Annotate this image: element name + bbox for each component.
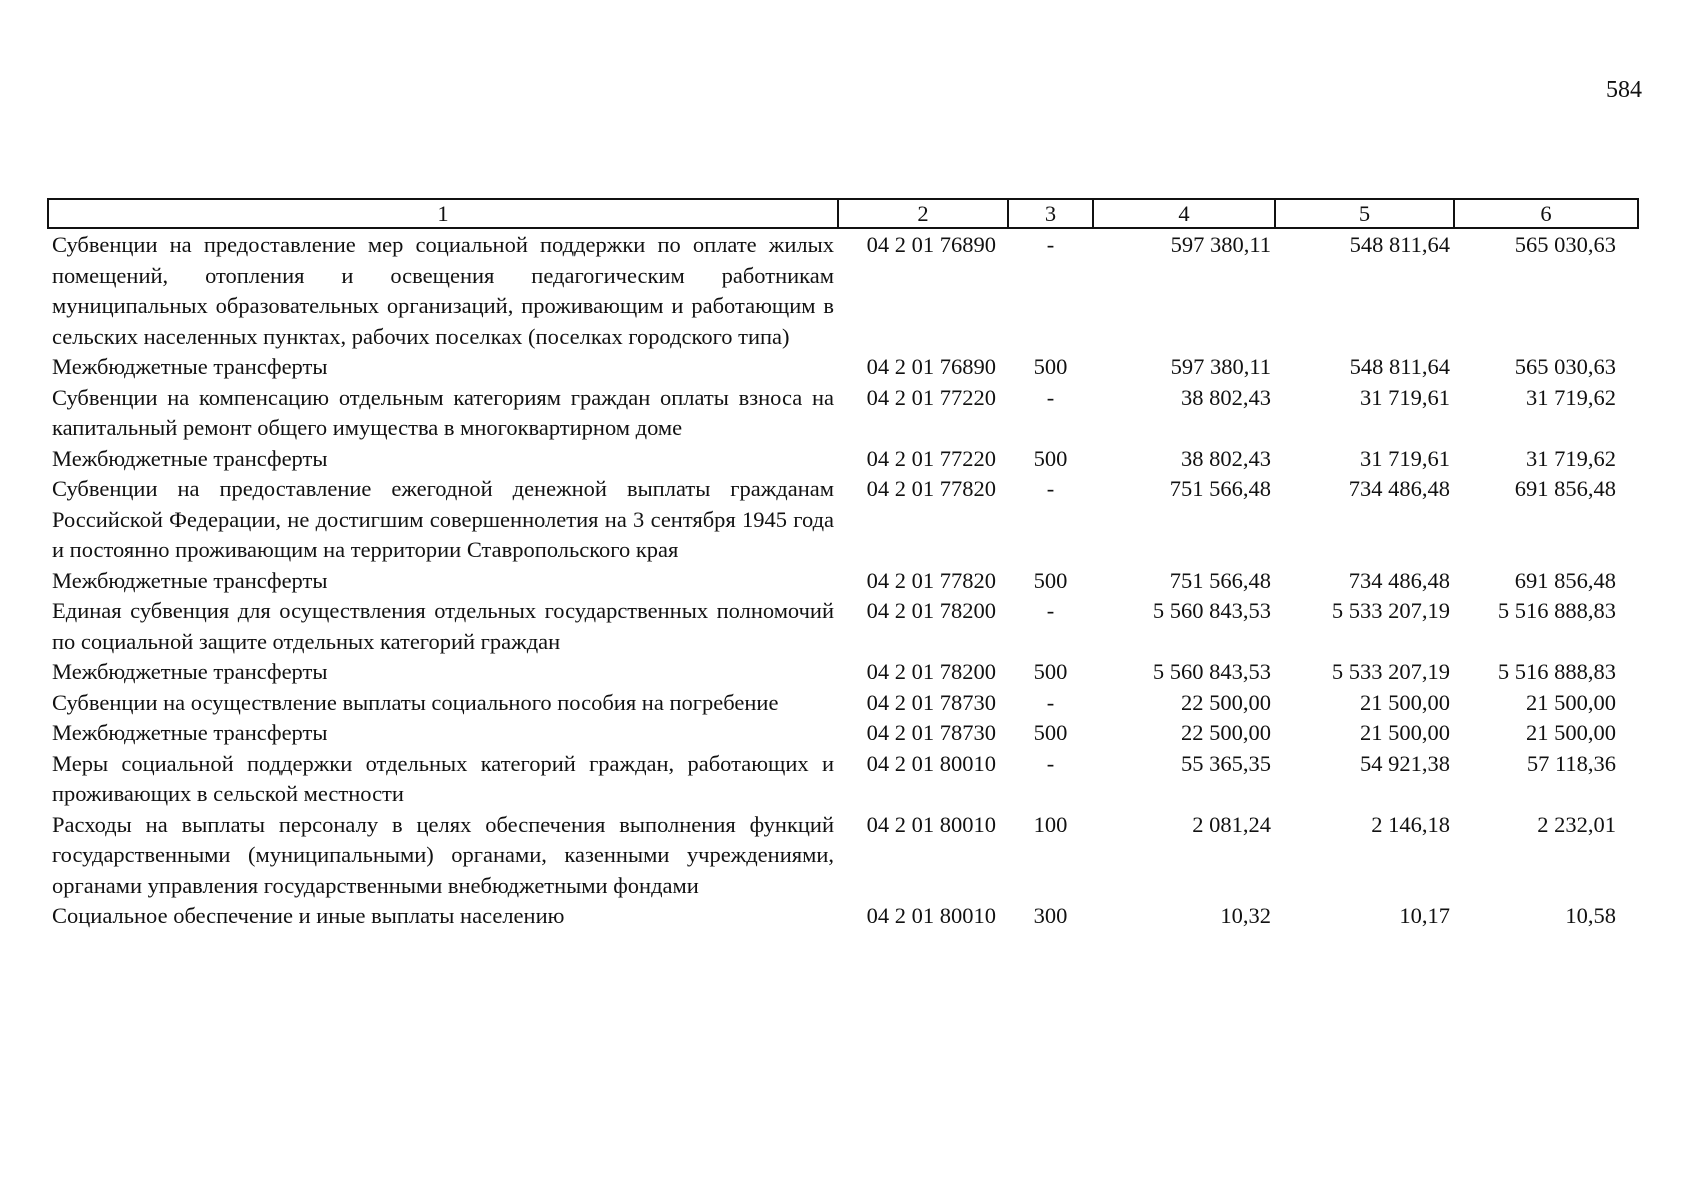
- row-value-6: 21 500,00: [1526, 689, 1616, 715]
- row-value-5: 31 719,61: [1360, 445, 1450, 471]
- row-name: Субвенции на осуществление выплаты социального пособия на погребение: [52, 689, 779, 715]
- row-code: 04 2 01 77220: [866, 384, 996, 410]
- table-row: [48, 228, 1638, 352]
- row-value-5: 31 719,61: [1360, 384, 1450, 410]
- table-row: [48, 688, 1638, 719]
- header-row: [48, 199, 1638, 228]
- row-code: 04 2 01 78730: [866, 689, 996, 715]
- row-type: -: [1046, 750, 1055, 776]
- row-value-5: 54 921,38: [1360, 750, 1450, 776]
- table-body: [48, 228, 1638, 932]
- header-col-5: 5: [1275, 199, 1454, 228]
- page-number: 584: [1606, 77, 1642, 103]
- row-type: -: [1046, 232, 1055, 257]
- row-value-6: 691 856,48: [1514, 476, 1616, 501]
- row-type: -: [1046, 598, 1055, 623]
- row-value-6: 2 232,01: [1537, 811, 1616, 837]
- row-value-5: 5 533 207,19: [1331, 659, 1450, 684]
- row-value-4: 5 560 843,53: [1152, 598, 1271, 623]
- row-value-4: 10,32: [1220, 903, 1271, 928]
- row-code: 04 2 01 78730: [866, 720, 996, 745]
- row-type: 500: [1033, 720, 1068, 745]
- table-row: [48, 718, 1638, 749]
- row-value-6: 31 719,62: [1526, 445, 1616, 471]
- row-type: 100: [1033, 811, 1068, 837]
- row-value-5: 5 533 207,19: [1331, 598, 1450, 623]
- table-row: [48, 657, 1638, 688]
- table-row: [48, 749, 1638, 810]
- row-name: Расходы на выплаты персоналу в целях обеспечения выполнения функций государственными (муниципальными) органами, казенными учреждениями, органами управления государственными внебюджетными фондами: [52, 811, 834, 898]
- row-value-6: 691 856,48: [1514, 567, 1616, 593]
- table-header: [48, 199, 1638, 228]
- header-col-6: 6: [1454, 199, 1638, 228]
- row-name: Межбюджетные трансферты: [52, 659, 328, 684]
- row-value-4: 55 365,35: [1181, 750, 1271, 776]
- row-value-4: 38 802,43: [1181, 445, 1271, 471]
- row-value-6: 57 118,36: [1526, 750, 1616, 776]
- row-value-5: 734 486,48: [1348, 567, 1450, 593]
- row-type: 500: [1033, 567, 1068, 593]
- row-name: Субвенции на предоставление ежегодной денежной выплаты гражданам Российской Федерации, не достигшим совершеннолетия на 3 сентября 1945 года и постоянно проживающим на территории Ставропольского края: [52, 476, 834, 562]
- row-code: 04 2 01 77220: [866, 445, 996, 471]
- row-value-4: 22 500,00: [1181, 689, 1271, 715]
- row-type: -: [1046, 689, 1055, 715]
- row-type: 500: [1033, 659, 1068, 684]
- table-row: [48, 383, 1638, 444]
- header-col-4: 4: [1093, 199, 1275, 228]
- row-code: 04 2 01 80010: [866, 750, 996, 776]
- row-code: 04 2 01 76890: [866, 232, 996, 257]
- row-type: 500: [1033, 354, 1068, 379]
- row-value-6: 5 516 888,83: [1497, 598, 1616, 623]
- row-value-4: 5 560 843,53: [1152, 659, 1271, 684]
- row-name: Субвенции на предоставление мер социальной поддержки по оплате жилых помещений, отопления и освещения педагогическим работникам муниципальных образовательных организаций, проживающим и работающим в сельских населенных пунктах, рабочих поселках (поселках городского типа): [52, 232, 834, 349]
- row-code: 04 2 01 80010: [866, 811, 996, 837]
- row-value-5: 10,17: [1399, 903, 1450, 928]
- row-name: Межбюджетные трансферты: [52, 445, 328, 471]
- row-code: 04 2 01 78200: [866, 598, 996, 623]
- row-code: 04 2 01 77820: [866, 567, 996, 593]
- header-col-2: 2: [838, 199, 1008, 228]
- row-value-5: 2 146,18: [1371, 811, 1450, 837]
- row-name: Меры социальной поддержки отдельных категорий граждан, работающих и проживающих в сельской местности: [52, 750, 834, 806]
- table-row: [48, 810, 1638, 902]
- row-name: Межбюджетные трансферты: [52, 354, 328, 379]
- row-value-5: 21 500,00: [1360, 720, 1450, 745]
- row-value-4: 2 081,24: [1192, 811, 1271, 837]
- row-value-6: 565 030,63: [1514, 232, 1616, 257]
- row-value-4: 751 566,48: [1169, 567, 1271, 593]
- row-value-4: 38 802,43: [1181, 384, 1271, 410]
- row-value-5: 548 811,64: [1349, 232, 1450, 257]
- header-col-1: 1: [48, 199, 838, 228]
- row-type: -: [1046, 476, 1055, 501]
- table-row: [48, 566, 1638, 597]
- row-code: 04 2 01 76890: [866, 354, 996, 379]
- row-name: Социальное обеспечение и иные выплаты населению: [52, 903, 565, 928]
- row-value-4: 597 380,11: [1170, 232, 1271, 257]
- row-code: 04 2 01 80010: [866, 903, 996, 928]
- row-value-6: 5 516 888,83: [1497, 659, 1616, 684]
- row-type: -: [1046, 384, 1055, 410]
- row-value-6: 10,58: [1565, 903, 1616, 928]
- row-value-4: 22 500,00: [1181, 720, 1271, 745]
- row-value-6: 565 030,63: [1514, 354, 1616, 379]
- row-name: Единая субвенция для осуществления отдельных государственных полномочий по социальной защите отдельных категорий граждан: [52, 598, 834, 654]
- row-code: 04 2 01 77820: [866, 476, 996, 501]
- table-row: [48, 596, 1638, 657]
- row-value-4: 751 566,48: [1169, 476, 1271, 501]
- row-value-5: 21 500,00: [1360, 689, 1450, 715]
- row-name: Межбюджетные трансферты: [52, 567, 328, 593]
- row-value-5: 548 811,64: [1349, 354, 1450, 379]
- table-row: [48, 444, 1638, 475]
- table-row: [48, 901, 1638, 932]
- table-row: [48, 474, 1638, 566]
- row-value-5: 734 486,48: [1348, 476, 1450, 501]
- row-value-6: 31 719,62: [1526, 384, 1616, 410]
- table-row: [48, 352, 1638, 383]
- row-type: 500: [1033, 445, 1068, 471]
- row-value-6: 21 500,00: [1526, 720, 1616, 745]
- budget-table: [47, 198, 1639, 932]
- row-type: 300: [1033, 903, 1068, 928]
- row-code: 04 2 01 78200: [866, 659, 996, 684]
- row-name: Межбюджетные трансферты: [52, 720, 328, 745]
- row-value-4: 597 380,11: [1170, 354, 1271, 379]
- header-col-3: 3: [1008, 199, 1093, 228]
- row-name: Субвенции на компенсацию отдельным категориям граждан оплаты взноса на капитальный ремонт общего имущества в многоквартирном доме: [52, 384, 834, 440]
